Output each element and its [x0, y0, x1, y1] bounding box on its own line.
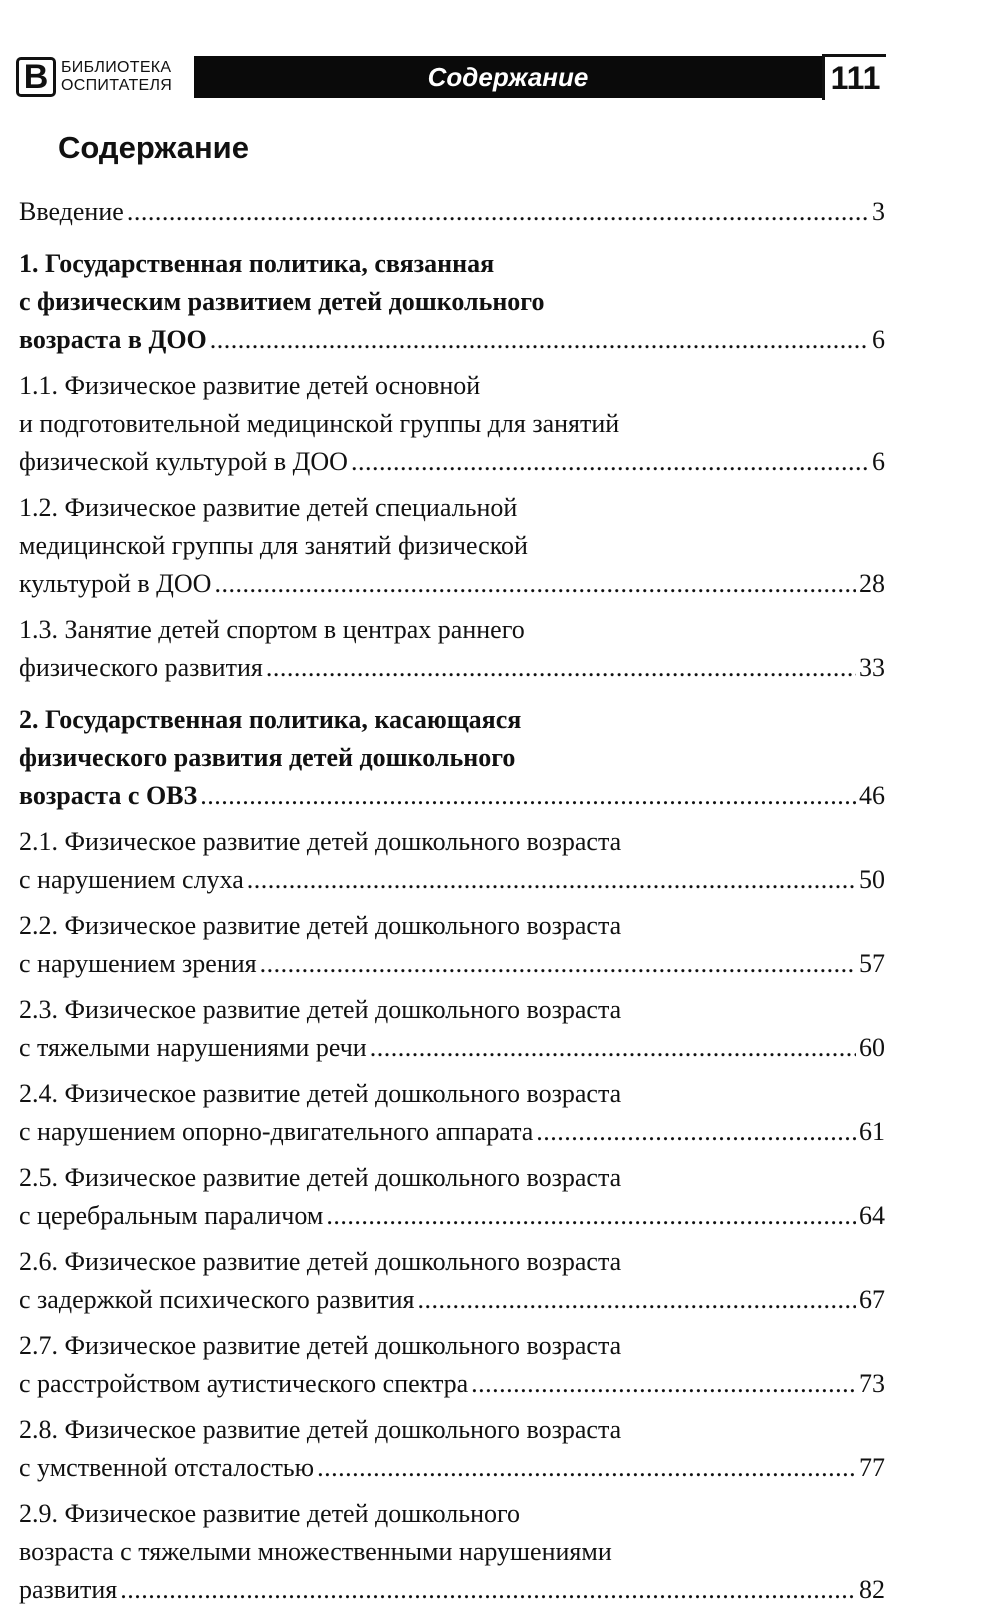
toc-entry	[19, 1411, 885, 1487]
toc-entry-line: с физическим развитием детей дошкольного	[19, 287, 545, 316]
toc-entry-last-line	[19, 443, 885, 481]
toc-entry	[19, 1075, 885, 1151]
toc-entry-line: 2.3. Физическое развитие детей дошкольного возраста	[19, 995, 622, 1024]
toc-page-number: 3	[872, 197, 885, 226]
toc-entry-line: 2.6. Физическое развитие детей дошкольного возраста	[19, 1247, 622, 1276]
toc-page-number: 6	[872, 447, 885, 476]
logo-letter: В	[16, 57, 56, 97]
logo-line-2: ОСПИТАТЕЛЯ	[61, 77, 173, 94]
toc-entry-line: 2.7. Физическое развитие детей дошкольного возраста	[19, 1331, 622, 1360]
toc-page-number: 73	[859, 1369, 885, 1398]
toc-page-number: 82	[859, 1575, 885, 1604]
toc-entry	[19, 701, 885, 815]
toc-entry-line: возраста с тяжелыми множественными нарушениями	[19, 1537, 612, 1566]
toc-entry	[19, 193, 885, 231]
toc-page-number: 57	[859, 949, 885, 978]
dot-leader	[317, 1449, 856, 1487]
dot-leader	[417, 1281, 856, 1319]
toc-entry	[19, 245, 885, 359]
toc-entry-line: 1. Государственная политика, связанная	[19, 249, 495, 278]
toc-entry-last-line	[19, 649, 885, 687]
toc-page-number: 46	[859, 781, 885, 810]
toc-entry-text: с церебральным параличом	[19, 1201, 324, 1230]
toc-entry-last-line	[19, 565, 885, 603]
toc-entry-line: и подготовительной медицинской группы для занятий	[19, 409, 620, 438]
dot-leader	[200, 777, 856, 815]
toc-page-number: 33	[859, 653, 885, 682]
toc-entry-last-line	[19, 945, 885, 983]
toc-entry-last-line	[19, 321, 885, 359]
running-header	[16, 54, 886, 100]
toc-entry-text: физической культурой в ДОО	[19, 447, 348, 476]
toc-entry	[19, 991, 885, 1067]
toc-entry-text: Введение	[19, 197, 124, 226]
toc-page-number: 77	[859, 1453, 885, 1482]
toc-entry-last-line	[19, 861, 885, 899]
toc-entry-line: медицинской группы для занятий физической	[19, 531, 528, 560]
toc-entry-text: возраста с ОВЗ	[19, 781, 198, 810]
toc-entry	[19, 1159, 885, 1235]
toc-entry	[19, 1495, 885, 1609]
dot-leader	[351, 443, 869, 481]
toc-entry	[19, 1327, 885, 1403]
dot-leader	[260, 945, 856, 983]
toc-entry-last-line	[19, 1365, 885, 1403]
toc-entry-line: 2. Государственная политика, касающаяся	[19, 705, 522, 734]
dot-leader	[370, 1029, 856, 1067]
toc-page-number: 61	[859, 1117, 885, 1146]
toc-entry-last-line	[19, 1113, 885, 1151]
page-number: 111	[822, 54, 886, 100]
dot-leader	[326, 1197, 856, 1235]
logo-text	[61, 59, 172, 95]
toc-entry-line: 2.2. Физическое развитие детей дошкольного возраста	[19, 911, 622, 940]
toc-entry-last-line	[19, 1197, 885, 1235]
toc-entry-text: развития	[19, 1575, 118, 1604]
toc-entry-last-line	[19, 193, 885, 231]
toc-entry-text: с задержкой психического развития	[19, 1285, 415, 1314]
toc-entry-last-line	[19, 1571, 885, 1609]
toc-entry	[19, 611, 885, 687]
toc-page-number: 28	[859, 569, 885, 598]
toc-entry-text: с расстройством аутистического спектра	[19, 1369, 469, 1398]
toc-page-number: 64	[859, 1201, 885, 1230]
toc-entry-last-line	[19, 1449, 885, 1487]
running-title: Содержание	[194, 56, 822, 98]
toc-entry-line: 2.9. Физическое развитие детей дошкольного	[19, 1499, 520, 1528]
page-title: Содержание	[58, 130, 249, 165]
toc-entry-line: 2.1. Физическое развитие детей дошкольного возраста	[19, 827, 622, 856]
toc-entry-line: 1.1. Физическое развитие детей основной	[19, 371, 481, 400]
toc-page-number: 67	[859, 1285, 885, 1314]
logo-line-1: БИБЛИОТЕКА	[61, 59, 172, 76]
toc-entry	[19, 823, 885, 899]
toc-entry-line: 2.4. Физическое развитие детей дошкольного возраста	[19, 1079, 622, 1108]
toc-entry	[19, 1243, 885, 1319]
toc-page-number: 6	[872, 325, 885, 354]
toc-entry-text: с нарушением зрения	[19, 949, 257, 978]
dot-leader	[247, 861, 856, 899]
dot-leader	[127, 193, 869, 231]
toc-entry-text: с тяжелыми нарушениями речи	[19, 1033, 367, 1062]
toc-entry-last-line	[19, 1029, 885, 1067]
toc-entry-last-line	[19, 1281, 885, 1319]
toc-page-number: 60	[859, 1033, 885, 1062]
toc-page-number: 50	[859, 865, 885, 894]
toc-entry	[19, 489, 885, 603]
toc-entry-line: 2.5. Физическое развитие детей дошкольного возраста	[19, 1163, 622, 1192]
dot-leader	[210, 321, 869, 359]
table-of-contents	[19, 193, 885, 1609]
toc-entry-line: 2.8. Физическое развитие детей дошкольного возраста	[19, 1415, 622, 1444]
toc-entry-text: культурой в ДОО	[19, 569, 212, 598]
dot-leader	[120, 1571, 856, 1609]
toc-entry-text: с нарушением слуха	[19, 865, 244, 894]
dot-leader	[214, 565, 856, 603]
toc-entry-line: 1.3. Занятие детей спортом в центрах раннего	[19, 615, 525, 644]
dot-leader	[536, 1113, 856, 1151]
toc-entry-text: физического развития	[19, 653, 263, 682]
toc-entry-last-line	[19, 777, 885, 815]
dot-leader	[266, 649, 856, 687]
toc-entry	[19, 367, 885, 481]
toc-entry-text: с умственной отсталостью	[19, 1453, 315, 1482]
series-logo	[16, 54, 194, 100]
dot-leader	[471, 1365, 856, 1403]
toc-entry-line: 1.2. Физическое развитие детей специальной	[19, 493, 518, 522]
toc-entry-text: с нарушением опорно-двигательного аппарата	[19, 1117, 534, 1146]
toc-entry-line: физического развития детей дошкольного	[19, 743, 516, 772]
toc-entry-text: возраста в ДОО	[19, 325, 207, 354]
toc-entry	[19, 907, 885, 983]
